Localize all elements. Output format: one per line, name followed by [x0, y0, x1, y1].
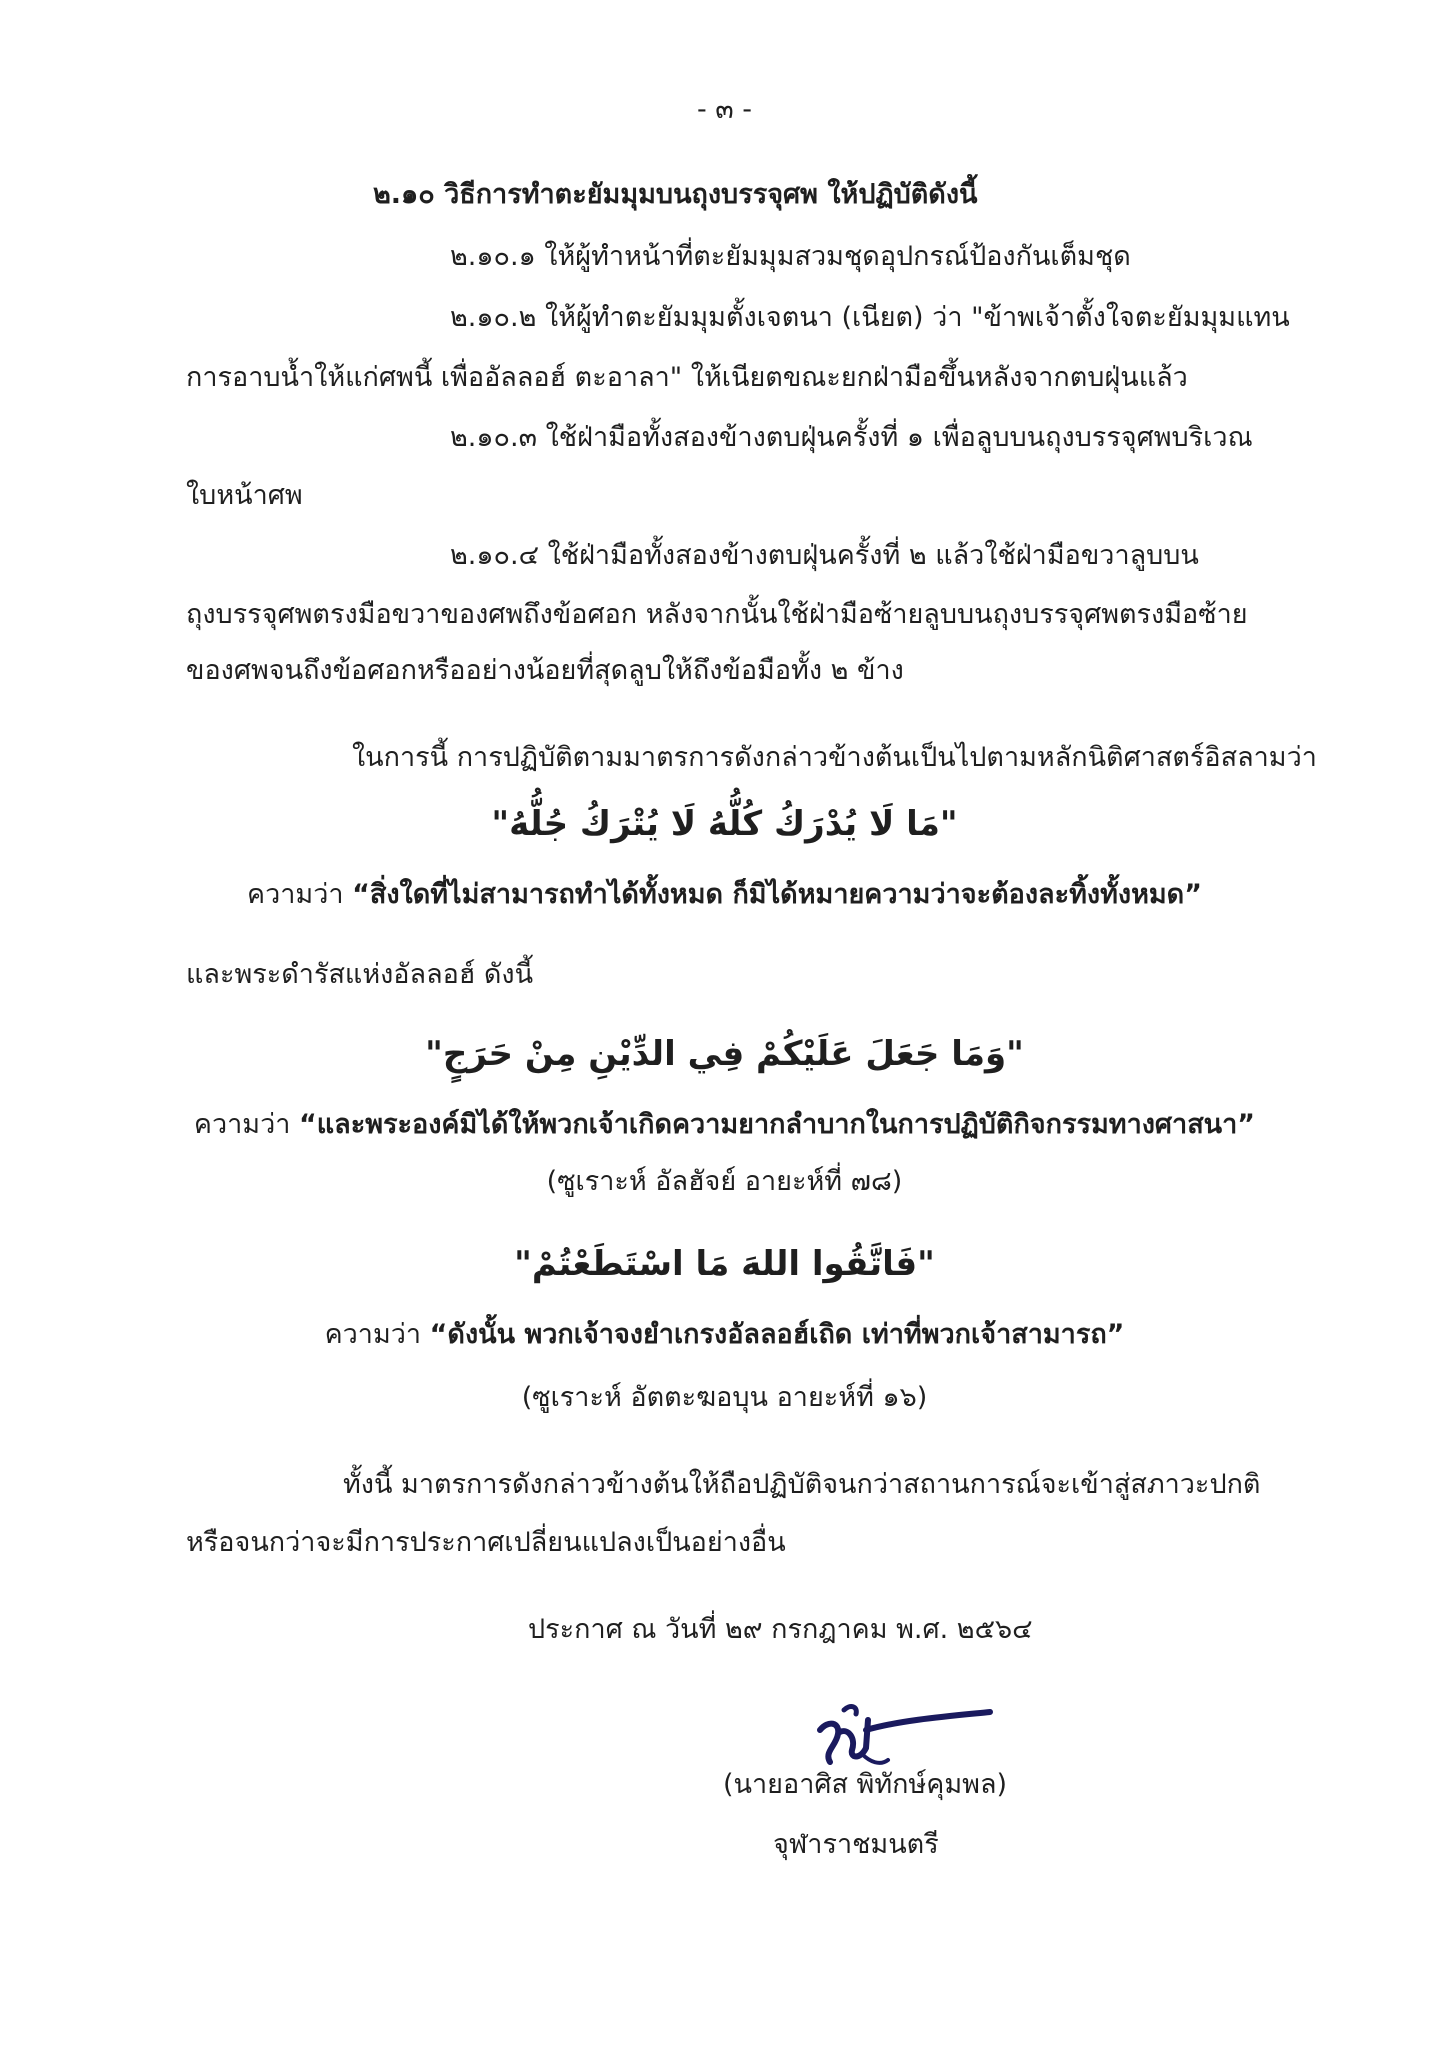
- item-2-10-2-line2: การอาบน้ำให้แก่ศพนี้ เพื่ออัลลอฮ์ ตะอาลา" ให้เนียตขณะยกฝ่ามือขึ้นหลังจากตบฝุ่นแล้ว: [186, 362, 1188, 393]
- verse-2-meaning: [0, 1315, 1449, 1355]
- item-2-10-3-line1: ๒.๑๐.๓ ใช้ฝ่ามือทั้งสองข้างตบฝุ่นครั้งที่ ๑ เพื่อลูบบนถุงบรรจุศพบริเวณ: [450, 422, 1253, 453]
- closing-line1: ทั้งนี้ มาตรการดังกล่าวข้างต้นให้ถือปฏิบัติจนกว่าสถานการณ์จะเข้าสู่สภาวะปกติ: [343, 1469, 1261, 1500]
- meaning-prefix: ความว่า: [247, 879, 353, 910]
- item-2-10-4-line3: ของศพจนถึงข้อศอกหรืออย่างน้อยที่สุดลูบให้ถึงข้อมือทั้ง ๒ ข้าง: [186, 655, 904, 686]
- item-2-10-4-line2: ถุงบรรจุศพตรงมือขวาของศพถึงข้อศอก หลังจากนั้นใช้ฝ่ามือซ้ายลูบบนถุงบรรจุศพตรงมือซ้าย: [186, 599, 1248, 630]
- item-2-10-2-line1: ๒.๑๐.๒ ให้ผู้ทำตะยัมมุมตั้งเจตนา (เนียต) ว่า "ข้าพเจ้าตั้งใจตะยัมมุมแทน: [450, 302, 1290, 333]
- closing-line2: หรือจนกว่าจะมีการประกาศเปลี่ยนแปลงเป็นอย่างอื่น: [186, 1527, 786, 1558]
- principle-arabic-text: "مَا لَا يُدْرَكُ كُلُّهُ لَا يُتْرَكُ جُلُّهُ": [491, 804, 958, 844]
- verse-1-meaning: [0, 1105, 1449, 1145]
- item-2-10-1: ๒.๑๐.๑ ให้ผู้ทำหน้าที่ตะยัมมุมสวมชุดอุปกรณ์ป้องกันเต็มชุด: [450, 241, 1131, 272]
- meaning-prefix: ความว่า: [324, 1319, 430, 1350]
- verse-2-reference: (ซูเราะห์ อัตตะฆอบุน อายะห์ที่ ๑๖): [521, 1382, 928, 1413]
- principle-intro: ในการนี้ การปฏิบัติตามมาตรการดังกล่าวข้างต้นเป็นไปตามหลักนิติศาสตร์อิสลามว่า: [352, 742, 1317, 773]
- verse-1-reference: (ซูเราะห์ อัลฮัจย์ อายะห์ที่ ๗๘): [546, 1166, 903, 1197]
- meaning-text: “สิ่งใดที่ไม่สามารถทำได้ทั้งหมด ก็มิได้หมายความว่าจะต้องละทิ้งทั้งหมด”: [352, 879, 1202, 910]
- meaning-text: “ดังนั้น พวกเจ้าจงยำเกรงอัลลอฮ์เถิด เท่าที่พวกเจ้าสามารถ”: [429, 1319, 1125, 1350]
- meaning-text: “และพระองค์มิได้ให้พวกเจ้าเกิดความยากลำบากในการปฏิบัติกิจกรรมทางศาสนา”: [299, 1109, 1256, 1140]
- item-2-10-4-line1: ๒.๑๐.๔ ใช้ฝ่ามือทั้งสองข้างตบฝุ่นครั้งที่ ๒ แล้วใช้ฝ่ามือขวาลูบบน: [450, 540, 1199, 571]
- signatory-name: (นายอาศิส พิทักษ์คุมพล): [723, 1769, 1008, 1800]
- signature-image: [800, 1670, 1000, 1780]
- announcement-date: ประกาศ ณ วันที่ ๒๙ กรกฎาคม พ.ศ. ๒๕๖๔: [528, 1614, 1033, 1645]
- meaning-prefix: ความว่า: [193, 1109, 300, 1140]
- principle-meaning: [0, 875, 1449, 915]
- page-number: - ๓ -: [696, 94, 753, 125]
- section-heading: ๒.๑๐ วิธีการทำตะยัมมุมบนถุงบรรจุศพ ให้ปฏิบัติดังนี้: [373, 179, 978, 210]
- signatory-title: จุฬาราชมนตรี: [773, 1829, 939, 1860]
- verse-2-arabic-text: "فَاتَّقُوا اللهَ مَا اسْتَطَعْتُمْ": [514, 1244, 935, 1284]
- item-2-10-3-line2: ใบหน้าศพ: [186, 480, 303, 511]
- decree-intro: และพระดำรัสแห่งอัลลอฮ์ ดังนี้: [186, 959, 534, 990]
- verse-1-arabic-text: "وَمَا جَعَلَ عَلَيْكُمْ فِي الدِّيْنِ مِنْ حَرَجٍ": [425, 1034, 1024, 1074]
